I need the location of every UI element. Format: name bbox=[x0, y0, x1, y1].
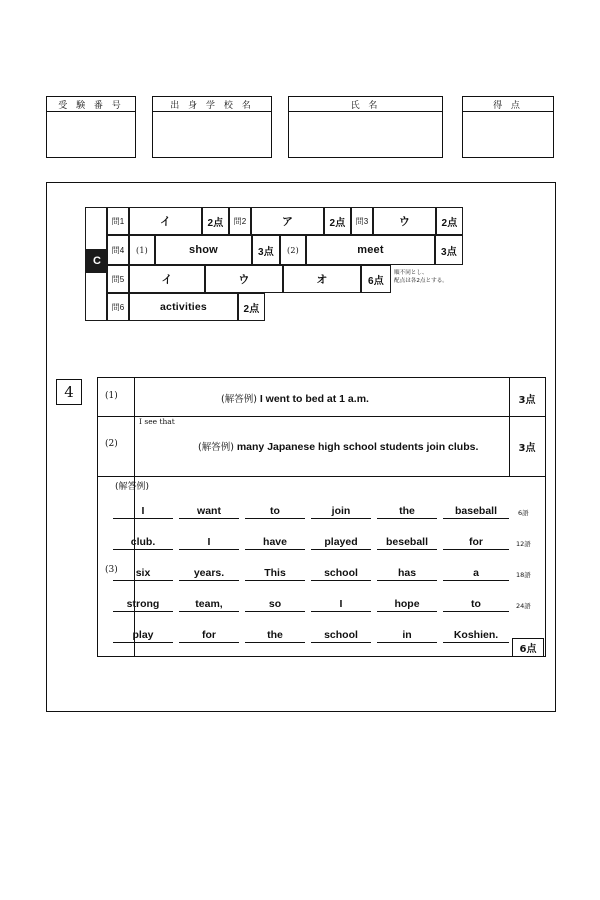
section-4-item-2-number: (2) bbox=[105, 439, 118, 449]
word-slot[interactable]: Koshien. bbox=[443, 629, 509, 643]
row2-subnum-1: (1) bbox=[129, 235, 155, 265]
row1-points-q3: 2点 bbox=[436, 207, 463, 235]
row2-answer-meet[interactable]: meet bbox=[306, 235, 435, 265]
row3-answer-c[interactable]: オ bbox=[283, 265, 361, 293]
row1-label-q2: 問2 bbox=[229, 207, 251, 235]
word-slot[interactable]: I bbox=[311, 598, 371, 612]
row3-label-q5: 問5 bbox=[107, 265, 129, 293]
row2-points-2: 3点 bbox=[435, 235, 463, 265]
word-slot[interactable]: has bbox=[377, 567, 437, 581]
id-field-exam-number-label: 受 験 番 号 bbox=[47, 97, 135, 112]
section-3-scoring-note bbox=[394, 269, 448, 285]
id-field-student-name[interactable] bbox=[288, 96, 443, 158]
row3-points-q5: 6点 bbox=[361, 265, 391, 293]
word-slot[interactable]: I bbox=[179, 536, 239, 550]
id-field-exam-number[interactable] bbox=[46, 96, 136, 158]
row1-points-q2: 2点 bbox=[324, 207, 351, 235]
section-4-item-1-points: 3点 bbox=[518, 394, 536, 406]
example-label-2: (解答例) bbox=[198, 442, 234, 453]
section-4-item-1-answer[interactable] bbox=[221, 391, 369, 405]
answer-text-2: many Japanese high school students join clubs. bbox=[236, 441, 479, 453]
word-slot[interactable]: I bbox=[113, 505, 173, 519]
section-4-item-3-points: 6点 bbox=[512, 638, 544, 657]
word-count-label: 6語 bbox=[518, 509, 529, 517]
section-4-item-2-points: 3点 bbox=[518, 442, 536, 454]
word-slot[interactable]: six bbox=[113, 567, 173, 581]
word-slot[interactable]: join bbox=[311, 505, 371, 519]
section-4-item-2-prompt: I see that bbox=[139, 417, 175, 426]
row3-answer-b[interactable]: ウ bbox=[205, 265, 283, 293]
section-4-item-3-number: (3) bbox=[105, 565, 118, 575]
word-slot[interactable]: played bbox=[311, 536, 371, 550]
word-slot[interactable]: school bbox=[311, 629, 371, 643]
row3-answer-a[interactable]: イ bbox=[129, 265, 205, 293]
id-field-school-name-label: 出 身 学 校 名 bbox=[153, 97, 271, 112]
word-slot[interactable]: hope bbox=[377, 598, 437, 612]
word-slot[interactable]: club. bbox=[113, 536, 173, 550]
section-4-number: 4 bbox=[56, 379, 82, 405]
word-slot[interactable]: the bbox=[377, 505, 437, 519]
id-field-student-name-label: 氏 名 bbox=[289, 97, 442, 112]
section-3-tag: C bbox=[86, 249, 108, 273]
row1-points-q1: 2点 bbox=[202, 207, 229, 235]
scoring-note-line-1: 順不同とし、 bbox=[394, 270, 428, 276]
example-label-3: (解答例) bbox=[115, 482, 150, 492]
scoring-note-line-2: 配点は各2点とする。 bbox=[394, 278, 448, 284]
example-label-1: (解答例) bbox=[221, 394, 257, 405]
word-slot[interactable]: for bbox=[443, 536, 509, 550]
divider-row2 bbox=[98, 476, 545, 477]
word-slot[interactable]: in bbox=[377, 629, 437, 643]
id-field-exam-number-input[interactable] bbox=[47, 112, 135, 158]
word-count-label: 12語 bbox=[516, 540, 531, 548]
row2-label-q4: 問4 bbox=[107, 235, 129, 265]
row1-answer-q1[interactable]: イ bbox=[129, 207, 202, 235]
id-field-score-input[interactable] bbox=[463, 112, 553, 158]
word-slot[interactable]: This bbox=[245, 567, 305, 581]
word-slot[interactable]: strong bbox=[113, 598, 173, 612]
word-slot[interactable]: play bbox=[113, 629, 173, 643]
answer-text-1: I went to bed at 1 a.m. bbox=[259, 393, 369, 405]
word-count-label: 18語 bbox=[516, 571, 531, 579]
word-slot[interactable]: for bbox=[179, 629, 239, 643]
word-slot[interactable]: school bbox=[311, 567, 371, 581]
id-field-school-name[interactable] bbox=[152, 96, 272, 158]
row4-answer-activities[interactable]: activities bbox=[129, 293, 238, 321]
word-slot[interactable]: so bbox=[245, 598, 305, 612]
word-slot[interactable]: want bbox=[179, 505, 239, 519]
row2-points-1: 3点 bbox=[252, 235, 280, 265]
word-slot[interactable]: team, bbox=[179, 598, 239, 612]
row1-answer-q2[interactable]: ア bbox=[251, 207, 324, 235]
section-4-item-1-number: (1) bbox=[105, 391, 118, 401]
word-slot[interactable]: to bbox=[245, 505, 305, 519]
row1-label-q1: 問1 bbox=[107, 207, 129, 235]
row1-answer-q3[interactable]: ウ bbox=[373, 207, 436, 235]
word-slot[interactable]: have bbox=[245, 536, 305, 550]
row4-label-q6: 問6 bbox=[107, 293, 129, 321]
answer-sheet-frame bbox=[46, 182, 556, 712]
word-count-label: 24語 bbox=[516, 602, 531, 610]
id-field-score-label: 得 点 bbox=[463, 97, 553, 112]
id-field-student-name-input[interactable] bbox=[289, 112, 442, 158]
row2-subnum-2: (2) bbox=[280, 235, 306, 265]
row1-label-q3: 問3 bbox=[351, 207, 373, 235]
row4-points-q6: 2点 bbox=[238, 293, 265, 321]
word-slot[interactable]: beseball bbox=[377, 536, 437, 550]
word-slot[interactable]: to bbox=[443, 598, 509, 612]
word-slot[interactable]: the bbox=[245, 629, 305, 643]
row2-answer-show[interactable]: show bbox=[155, 235, 252, 265]
section-4-item-2-answer[interactable] bbox=[198, 439, 478, 453]
word-slot[interactable]: a bbox=[443, 567, 509, 581]
id-field-school-name-input[interactable] bbox=[153, 112, 271, 158]
word-slot[interactable]: years. bbox=[179, 567, 239, 581]
id-field-score[interactable] bbox=[462, 96, 554, 158]
word-slot[interactable]: baseball bbox=[443, 505, 509, 519]
